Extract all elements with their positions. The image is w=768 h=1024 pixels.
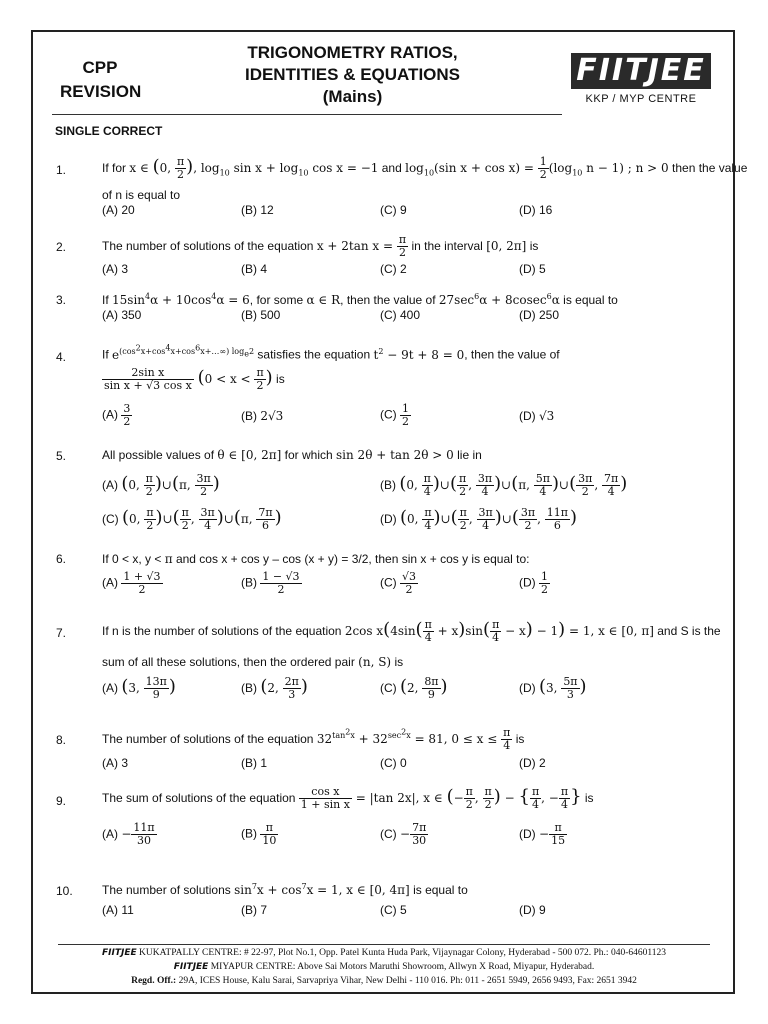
option-c[interactable]: [380, 403, 411, 428]
footer-divider: [58, 944, 710, 945]
q7-text-b: and S is the: [657, 624, 721, 638]
option-label: (C): [380, 827, 397, 841]
q5-math-2: sin 2θ + tan 2θ > 0: [336, 448, 454, 462]
footer-line1-text: KUKATPALLY CENTRE: # 22-97, Plot No.1, Opp. Patel Kunta Huda Park, Vijaynagar Colony, Hyderabad - 500 072. Ph.: 040-64601123: [139, 948, 666, 958]
question-text-cont: of n is equal to: [102, 188, 181, 202]
option-a[interactable]: [102, 571, 163, 596]
option-b[interactable]: [380, 473, 627, 498]
option-value: 2√3: [260, 409, 284, 423]
q10-text-a: The number of solutions: [102, 883, 231, 897]
q1-text-b: and: [381, 161, 402, 175]
option-label: (B): [380, 478, 396, 492]
option-label: (C): [102, 512, 119, 526]
q3-text-a: If: [102, 293, 109, 307]
title-line3: (Mains): [322, 87, 383, 106]
option-b[interactable]: (B) 500: [241, 308, 281, 322]
option-a[interactable]: (A) 20: [102, 203, 135, 217]
option-c[interactable]: (C) 5: [380, 903, 407, 917]
q2-text-b: in the interval: [411, 239, 483, 253]
option-d[interactable]: (D) 250: [519, 308, 560, 322]
q3-math-1: $15\sin^4\alpha + 10\cos^4\alpha = 6$: [112, 292, 250, 307]
q7-text-c: sum of all these solutions, then the ordered pair: [102, 655, 355, 669]
option-a[interactable]: [102, 822, 157, 847]
option-label: (B): [241, 681, 257, 695]
option-d[interactable]: [519, 409, 554, 423]
option-label: (D): [519, 409, 536, 423]
option-a[interactable]: (A) 11: [102, 903, 134, 917]
option-label: (A): [102, 478, 118, 492]
option-a[interactable]: (A) 350: [102, 308, 142, 322]
option-value: (0, $\frac{\pi}{2}$ )∪( $\frac{\pi}{2}$ , $\frac{3\pi}{4}$ )∪(π, $\frac{7\pi}{6}$ ): [122, 506, 282, 532]
q5-text-c: lie in: [457, 448, 482, 462]
footer-brand: FIITJEE: [101, 948, 137, 958]
question-text: [102, 448, 482, 462]
question-number: 7.: [56, 626, 67, 640]
option-label: (A): [102, 681, 118, 695]
q3-text-c: , then the value of: [340, 293, 436, 307]
option-value: $\frac{1 + √3}{2}$: [123, 570, 161, 596]
option-c[interactable]: [380, 676, 448, 701]
option-value: $\frac{1}{2}$: [402, 402, 410, 428]
footer-line3-text: 29A, ICES House, Kalu Sarai, Sarvapriya Vihar, New Delhi - 110 016. Ph: 011 - 2651 5949, 2656 9493, Fax: 2651 3942: [178, 976, 637, 986]
footer-line3: [36, 976, 732, 986]
footer-brand: FIITJEE: [173, 962, 209, 972]
q5-math-1: θ ∈ [0, 2π]: [217, 448, 282, 462]
option-value: − $\frac{\pi}{15}$: [539, 821, 566, 847]
q4-math-2: $t^2 - 9t + 8 = 0$: [373, 346, 465, 362]
option-d[interactable]: (D) 2: [519, 756, 546, 770]
option-b[interactable]: (B) 4: [241, 262, 268, 276]
footer-regd-label: Regd. Off.:: [131, 976, 177, 986]
option-b[interactable]: (B) 1: [241, 756, 268, 770]
option-d[interactable]: [519, 822, 567, 847]
option-label: (D): [519, 575, 536, 590]
q4-text-c: , then the value of: [464, 347, 560, 362]
option-label: (B): [241, 575, 257, 590]
option-b[interactable]: (B) 12: [241, 203, 274, 217]
option-label: (A): [102, 827, 118, 841]
option-b[interactable]: [241, 822, 278, 847]
option-value: $\frac{√3}{2}$: [402, 570, 417, 596]
option-value: (0, $\frac{\pi}{4}$ )∪( $\frac{\pi}{2}$ , $\frac{3\pi}{4}$ )∪(π, $\frac{5\pi}{4}$ )∪( $\frac{3\pi}{2}$ , $\frac{7\pi}{4}$ ): [399, 472, 628, 498]
q9-text-a: The sum of solutions of the equation: [102, 791, 296, 805]
option-value: − $\frac{11\pi}{30}$: [121, 821, 155, 847]
question-text: [102, 343, 560, 362]
option-value: $\frac{1}{2}$: [541, 570, 549, 596]
footer-line1: [36, 948, 732, 958]
option-d[interactable]: (D) 9: [519, 903, 546, 917]
q3-text-b: , for some: [249, 293, 304, 307]
q7-text-d: is: [394, 655, 404, 669]
question-text: [102, 727, 524, 752]
fiitjee-logo: FIITJEE: [571, 53, 711, 89]
q8-text-b: is: [515, 732, 525, 746]
option-label: (C): [380, 407, 397, 422]
option-a[interactable]: [102, 403, 132, 428]
option-label: (A): [102, 407, 118, 422]
question-text: [102, 552, 529, 566]
q2-text-c: is: [529, 239, 539, 253]
question-number: 1.: [56, 163, 67, 177]
q3-math-3: $27\sec^6\alpha + 8cosec^6\alpha$: [438, 292, 560, 307]
q3-math-2: α ∈ R: [306, 293, 341, 307]
q6-text-a: If 0 < x, y <: [102, 552, 162, 566]
header-left-line2: REVISION: [60, 82, 142, 101]
option-value: (3, $\frac{5\pi}{3}$ ): [539, 675, 587, 701]
question-text-cont: [102, 655, 403, 669]
option-d[interactable]: [380, 507, 577, 532]
q3-text-d: is equal to: [563, 293, 618, 307]
option-b[interactable]: (B) 7: [241, 903, 268, 917]
q6-math-1: π: [164, 552, 173, 566]
option-c[interactable]: (C) 9: [380, 203, 407, 217]
option-label: (C): [380, 681, 397, 695]
q5-text-a: All possible values of: [102, 448, 215, 462]
q1-math-1: x ∈ (0, $\frac{\pi}{2}$ ), $\log_{10} \sin x + \log_{10} \cos x = -1$: [129, 155, 379, 181]
q1-math-2: $\log_{10}(\sin$ x + cos x) = $\frac{1}{2}$ ($\log_{10}$ n − 1) ; n > 0: [405, 155, 669, 181]
option-c[interactable]: [380, 571, 418, 596]
question-number: 2.: [56, 240, 67, 254]
option-label: (D): [519, 681, 536, 695]
question-number: 8.: [56, 733, 67, 747]
question-number: 4.: [56, 350, 67, 364]
option-label: (D): [380, 512, 397, 526]
section-heading: SINGLE CORRECT: [55, 124, 163, 138]
option-value: (0, $\frac{\pi}{2}$ )∪(π, $\frac{3\pi}{2}$ ): [121, 472, 220, 498]
question-number: 9.: [56, 794, 67, 808]
option-value: (2, $\frac{2\pi}{3}$ ): [260, 675, 308, 701]
question-text: [102, 786, 594, 811]
option-d[interactable]: (D) 5: [519, 262, 546, 276]
q8-text-a: The number of solutions of the equation: [102, 732, 314, 746]
option-c[interactable]: [102, 507, 282, 532]
q1-text-a: If for: [102, 161, 127, 175]
option-b[interactable]: [241, 571, 302, 596]
q4-math-3: $\frac{\text{2sin x}}{\text{sin x + √3 cos x}}$ (0 < x < $\frac{\pi}{2}$ ): [104, 366, 273, 392]
q7-text-a: If n is the number of solutions of the equation: [102, 624, 342, 638]
option-c[interactable]: [380, 822, 428, 847]
option-value: $\frac{\pi}{10}$: [262, 821, 277, 847]
option-d[interactable]: [519, 676, 587, 701]
cpp-revision-label: [60, 56, 140, 104]
question-text-cont: [102, 367, 285, 392]
option-label: (B): [241, 826, 257, 841]
option-d[interactable]: [519, 571, 550, 596]
q4-text-a: If: [102, 347, 109, 362]
option-label: (B): [241, 409, 257, 423]
q9-text-b: is: [584, 791, 594, 805]
option-value: (3, $\frac{13\pi}{9}$ ): [121, 675, 176, 701]
option-label: (A): [102, 575, 118, 590]
q7-math-2: (n, S): [358, 655, 392, 669]
question-number: 5.: [56, 449, 67, 463]
q4-text-d: is: [276, 372, 285, 386]
title-line2: IDENTITIES & EQUATIONS: [244, 65, 461, 84]
q1-text-c: then the value: [672, 161, 748, 175]
question-number: 6.: [56, 552, 67, 566]
option-d[interactable]: (D) 16: [519, 203, 553, 217]
option-value: − $\frac{7\pi}{30}$: [400, 821, 427, 847]
q5-text-b: for which: [284, 448, 333, 462]
option-a[interactable]: (A) 3: [102, 756, 129, 770]
q10-math-1: $\sin^7x + \cos^7x = 1$, x ∈ [0, 4π]: [234, 882, 410, 897]
option-value: $\frac{3}{2}$: [123, 402, 131, 428]
header-left-line1: CPP: [82, 58, 118, 77]
q6-text-b: and cos x + cos y – cos (x + y) = 3/2, then sin x + cos y is equal to:: [175, 552, 530, 566]
q7-math-1: 2cos x(4sin( $\frac{\pi}{4}$ + x)sin( $\frac{\pi}{4}$ − x) − 1) = 1, x ∈ [0, π]: [344, 618, 654, 644]
option-a[interactable]: [102, 473, 220, 498]
page-title: [225, 42, 480, 108]
option-c[interactable]: (C) 0: [380, 756, 407, 770]
question-text: [102, 156, 747, 181]
question-text: [102, 619, 721, 644]
option-value: (0, $\frac{\pi}{4}$ )∪( $\frac{\pi}{2}$ , $\frac{3\pi}{4}$ )∪( $\frac{3\pi}{2}$ , $\frac{11\pi}{6}$ ): [400, 506, 578, 532]
q4-text-b: satisfies the equation: [257, 347, 371, 362]
question-text: [102, 882, 468, 897]
option-c[interactable]: (C) 2: [380, 262, 407, 276]
option-b[interactable]: [241, 409, 283, 423]
option-value: (2, $\frac{8\pi}{9}$ ): [400, 675, 448, 701]
question-text: [102, 234, 538, 259]
q9-math-1: $\frac{\text{cos x}}{\text{1 + sin x}}$ = |tan 2x|, x ∈ (− $\frac{\pi}{2}$ , $\frac{\pi}{2}$ ) − { $\frac{\pi}{4}$ , − $\frac{\pi}{4}$ }: [300, 785, 582, 811]
q2-text-a: The number of solutions of the equation: [102, 239, 314, 253]
option-label: (C): [380, 575, 397, 590]
footer-line2-text: MIYAPUR CENTRE: Above Sai Motors Maruthi Showroom, Allwyn X Road, Miyapur, Hyderabad.: [210, 962, 595, 972]
q2-math-2: [0, 2π]: [486, 239, 527, 253]
option-c[interactable]: (C) 400: [380, 308, 421, 322]
title-line1: TRIGONOMETRY RATIOS,: [247, 43, 458, 62]
question-text: [102, 292, 618, 307]
option-label: (D): [519, 827, 536, 841]
footer-line2: [36, 962, 732, 972]
option-value: √3: [539, 409, 555, 423]
q10-text-b: is equal to: [413, 883, 468, 897]
option-b[interactable]: [241, 676, 308, 701]
q2-math-1: x + 2tan x = $\frac{\pi}{2}$: [316, 233, 407, 259]
question-number: 3.: [56, 293, 67, 307]
question-number: 10.: [56, 884, 73, 898]
option-value: $\frac{1 - √3}{2}$: [262, 570, 300, 596]
q8-math-1: $32^{tan^2x} + 32^{sec^2x} = 81$, 0 ≤ x ≤ $\frac{\pi}{4}$: [316, 726, 511, 752]
option-a[interactable]: [102, 676, 176, 701]
q4-math-1: $e^{(cos^2x+cos^4x+cos^6x+\dots\infty) log_e2}$: [112, 343, 255, 362]
header-divider: [52, 114, 562, 115]
option-a[interactable]: (A) 3: [102, 262, 129, 276]
centre-label: KKP / MYP CENTRE: [585, 93, 697, 105]
